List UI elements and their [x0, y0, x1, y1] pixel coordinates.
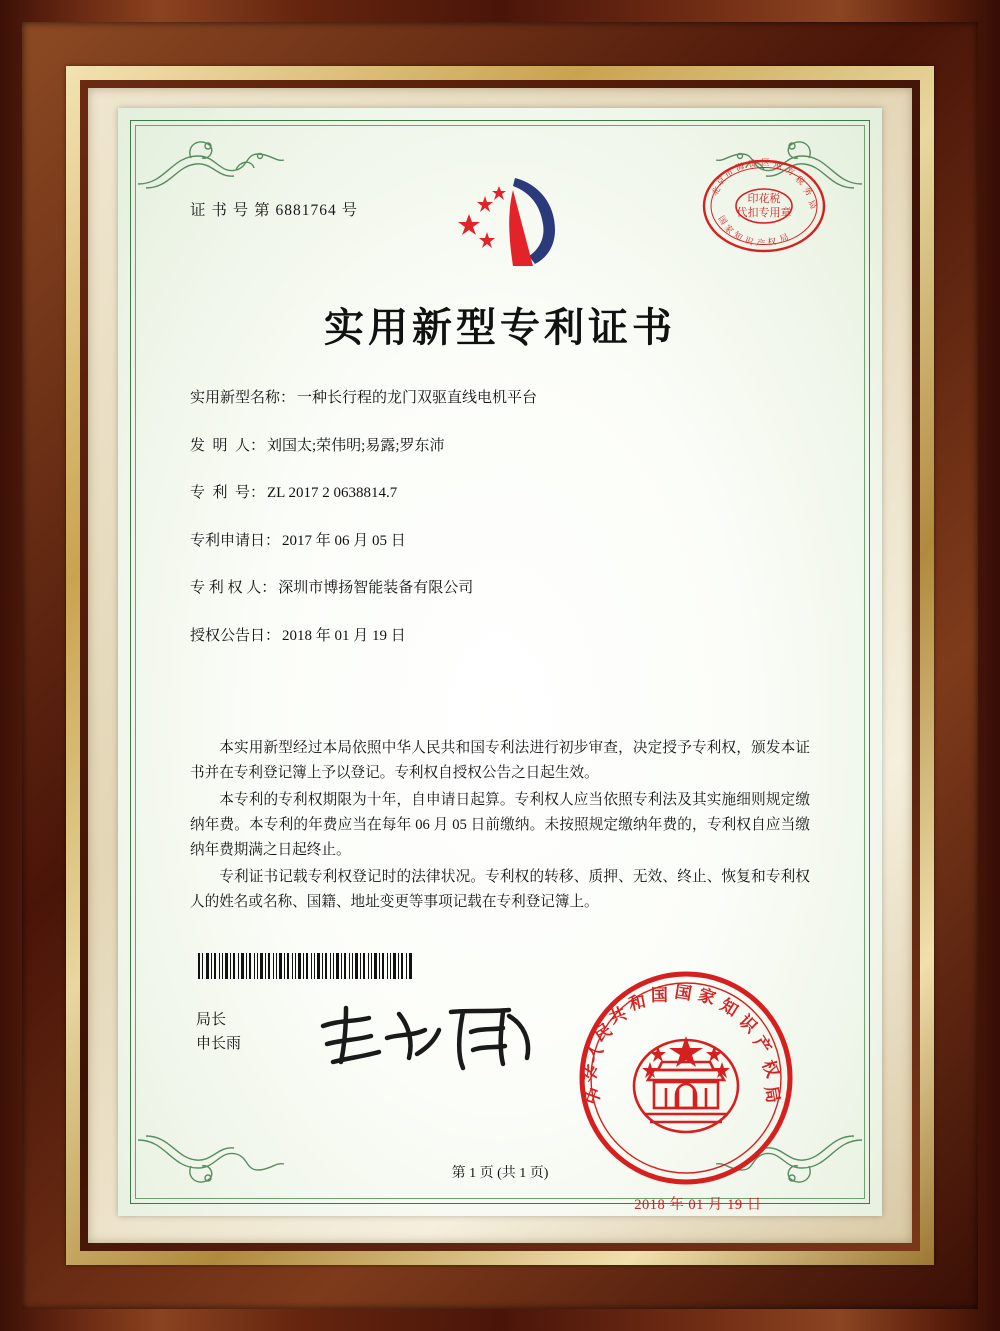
svg-text:北: 北 — [710, 185, 724, 198]
svg-text:代扣专用章: 代扣专用章 — [736, 206, 792, 219]
svg-text:税: 税 — [793, 174, 807, 188]
svg-text:华: 华 — [578, 1061, 605, 1087]
handwritten-signature-icon — [313, 996, 543, 1076]
field-row — [190, 624, 810, 645]
svg-text:海: 海 — [734, 161, 747, 174]
svg-text:地: 地 — [772, 160, 783, 172]
page-footer: 第 1 页 (共 1 页) — [451, 1166, 549, 1181]
body-paragraph: 专利证书记载专利权登记时的法律状况。专利权的转移、质押、无效、终止、恢复和专利权人的姓名或名称、国籍、地址变更等事项记载在专利登记簿上。 — [190, 869, 810, 910]
svg-text:国: 国 — [715, 214, 729, 227]
field-label: 专 利 号： — [190, 485, 266, 501]
certificate-body-text — [190, 736, 810, 917]
body-paragraph: 本专利的专利权期限为十年，自申请日起算。专利权人应当依照专利法及其实施细则规定缴纳年费。本专利的年费应当在每年 06 月 05 日前缴纳。未按照规定缴纳年费的，专利权自应当缴纳年费期满之日起终止。 — [190, 792, 810, 858]
svg-text:京: 京 — [714, 175, 729, 189]
svg-text:识: 识 — [742, 235, 755, 248]
seal-date: 2018 年 01 月 19 日 — [634, 1197, 762, 1213]
svg-text:淀: 淀 — [747, 158, 758, 170]
director-label: 局长 — [196, 1012, 227, 1028]
field-label: 专 利 权 人： — [190, 580, 277, 596]
field-label: 授权公告日： — [190, 627, 281, 644]
signature-block — [196, 1008, 241, 1056]
svg-text:国: 国 — [673, 982, 694, 1005]
field-label: 专利申请日： — [190, 532, 281, 549]
svg-text:务: 务 — [800, 185, 814, 199]
tax-stamp-icon — [698, 156, 830, 256]
field-value: 一种长行程的龙门双驱直线电机平台 — [297, 390, 538, 406]
body-paragraph: 本实用新型经过本局依照中华人民共和国专利法进行初步审查，决定授予专利权，颁发本证书并在专利登记簿上予以登记。专利权自授权公告之日起生效。 — [190, 740, 810, 781]
field-row — [190, 576, 810, 597]
svg-text:产: 产 — [748, 1032, 775, 1058]
field-value: 深圳市博扬智能装备有限公司 — [278, 580, 474, 596]
svg-text:区: 区 — [760, 158, 770, 169]
svg-text:印花税: 印花税 — [747, 192, 781, 205]
svg-text:产: 产 — [755, 238, 766, 250]
field-row — [190, 386, 810, 407]
svg-text:中: 中 — [581, 1084, 607, 1108]
field-value: ZL 2017 2 0638814.7 — [267, 485, 398, 501]
field-value: 2017 年 06 月 05 日 — [282, 532, 406, 549]
svg-text:局: 局 — [778, 232, 791, 245]
svg-text:知: 知 — [731, 230, 744, 244]
field-row — [190, 481, 810, 502]
certificate-fields — [190, 386, 810, 671]
field-value: 2018 年 01 月 19 日 — [282, 627, 406, 644]
field-value: 刘国太;荣伟明;易露;罗东沛 — [267, 437, 445, 454]
svg-text:权: 权 — [757, 1057, 783, 1081]
barcode — [198, 953, 416, 979]
svg-text:共: 共 — [606, 1003, 630, 1029]
svg-text:家: 家 — [695, 984, 719, 1010]
svg-text:家: 家 — [721, 223, 735, 237]
svg-text:识: 识 — [734, 1011, 761, 1038]
svg-text:和: 和 — [627, 992, 648, 1015]
sipo-logo-icon — [455, 170, 575, 270]
svg-text:市: 市 — [723, 167, 736, 181]
svg-text:知: 知 — [716, 995, 742, 1022]
svg-text:局: 局 — [805, 198, 819, 211]
svg-text:民: 民 — [590, 1020, 616, 1047]
page-title: 实用新型专利证书 — [324, 305, 676, 351]
field-row — [190, 434, 810, 455]
field-row — [190, 529, 810, 550]
svg-text:权: 权 — [767, 237, 777, 248]
svg-text:局: 局 — [760, 1084, 783, 1105]
svg-text:方: 方 — [783, 165, 796, 179]
field-label: 实用新型名称： — [190, 390, 296, 406]
svg-text:国: 国 — [650, 985, 669, 1006]
certificate-document — [118, 108, 882, 1216]
field-label: 发 明 人： — [190, 437, 266, 454]
svg-text:人: 人 — [581, 1039, 608, 1066]
director-name: 申长雨 — [196, 1036, 242, 1052]
certificate-number: 证 书 号 第 6881764 号 — [190, 202, 359, 219]
